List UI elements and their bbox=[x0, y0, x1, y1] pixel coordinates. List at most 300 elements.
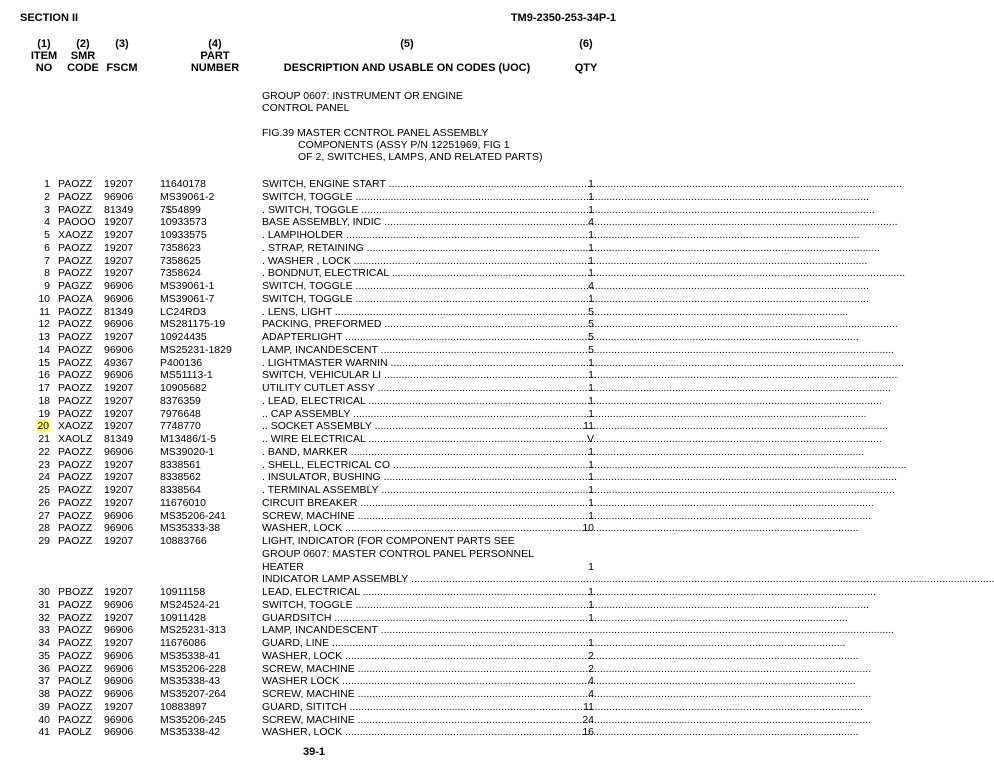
part-number: MS39061-2 bbox=[160, 190, 215, 203]
table-row bbox=[0, 382, 628, 395]
fscm-code: 96906 bbox=[104, 190, 134, 203]
part-number: 7358625 bbox=[160, 254, 201, 267]
fscm-code: 96906 bbox=[104, 509, 134, 522]
description: SCREW, MACHINE ..... bbox=[262, 510, 564, 523]
fscm-code: 19207 bbox=[104, 484, 134, 496]
smr-code: PAOZZ bbox=[58, 624, 93, 637]
smr-code: PAOZZ bbox=[58, 484, 93, 496]
smr-code: PAOZZ bbox=[58, 522, 93, 535]
table-row bbox=[0, 637, 628, 650]
quantity: 4 bbox=[588, 688, 594, 700]
fscm-code: 96906 bbox=[104, 343, 134, 356]
description: GUARDSITCH ..... bbox=[262, 612, 564, 625]
fscm-code: 96906 bbox=[104, 675, 134, 688]
table-row bbox=[0, 204, 628, 217]
fscm-code: 96906 bbox=[104, 445, 134, 458]
part-number: 7976648 bbox=[160, 407, 201, 420]
table-row bbox=[0, 369, 628, 382]
table-row-continuation bbox=[0, 573, 994, 586]
description: WASHER, LOCK ..... bbox=[262, 650, 564, 663]
fscm-code: 19207 bbox=[104, 637, 134, 649]
item-number: 12 bbox=[38, 318, 50, 331]
smr-code: PAOLZ bbox=[58, 675, 92, 688]
description: SCREW, MACHINE ..... bbox=[262, 714, 564, 727]
item-number: 30 bbox=[38, 586, 50, 598]
description: GROUP 0607: MASTER CONTROL PANEL PERSONNEL bbox=[262, 547, 534, 560]
quantity: 1 bbox=[588, 382, 594, 394]
item-number: 32 bbox=[38, 611, 50, 624]
fscm-code: 19207 bbox=[104, 267, 134, 280]
smr-code: PAOZZ bbox=[58, 203, 93, 216]
quantity: 1 bbox=[588, 356, 594, 369]
table-row bbox=[0, 701, 628, 714]
smr-code: PAOZZ bbox=[58, 254, 93, 267]
quantity: 1 bbox=[588, 190, 594, 203]
col-header-qty: (6) QTY bbox=[574, 38, 598, 74]
quantity: 1 bbox=[588, 586, 594, 598]
quantity: 1 bbox=[588, 445, 594, 458]
quantity: 1 bbox=[588, 369, 594, 382]
part-number: MS24524-21 bbox=[160, 598, 221, 611]
table-row bbox=[0, 178, 628, 191]
table-row bbox=[0, 318, 628, 331]
quantity: 1 bbox=[588, 496, 594, 509]
description: . BONDNUT, ELECTRICAL ..... bbox=[262, 267, 564, 280]
part-number: 7358623 bbox=[160, 241, 201, 254]
item-number: 38 bbox=[38, 688, 50, 700]
part-number: 10911158 bbox=[160, 586, 206, 598]
smr-code: PAGZZ bbox=[58, 280, 93, 292]
table-row bbox=[0, 255, 628, 268]
part-number: MS39061-1 bbox=[160, 280, 215, 292]
part-number: MS281175-19 bbox=[160, 318, 226, 331]
item-number: 18 bbox=[38, 394, 50, 407]
fscm-code: 81349 bbox=[104, 203, 134, 216]
part-number: LC24RD3 bbox=[160, 305, 207, 318]
highlighted-item-number: 20 bbox=[37, 420, 49, 433]
item-number: 3 bbox=[44, 203, 50, 216]
smr-code: PAOZZ bbox=[58, 700, 93, 713]
fscm-code: 96906 bbox=[104, 649, 134, 662]
item-number: 24 bbox=[38, 471, 50, 484]
smr-code: PAOZZ bbox=[58, 535, 93, 547]
description: . LAMPIHOLDER ..... bbox=[262, 229, 564, 242]
part-number: 10924435 bbox=[160, 331, 207, 343]
quantity: 1 bbox=[588, 267, 594, 280]
fscm-code: 19207 bbox=[104, 586, 134, 598]
table-row bbox=[0, 510, 628, 523]
part-number: 11640178 bbox=[160, 178, 206, 190]
smr-code: XAOZZ bbox=[58, 420, 94, 433]
fscm-code: 96906 bbox=[104, 598, 134, 611]
quantity: 4 bbox=[588, 216, 594, 229]
fscm-code: 96906 bbox=[104, 318, 134, 331]
description: . SHELL, ELECTRICAL CO ..... bbox=[262, 459, 564, 472]
smr-code: PAOZZ bbox=[58, 598, 93, 611]
col-header-part: (4) PART NUMBER bbox=[190, 38, 240, 74]
item-number: 35 bbox=[38, 649, 50, 662]
table-row bbox=[0, 357, 628, 370]
table-row bbox=[0, 522, 628, 535]
fscm-code: 81349 bbox=[104, 433, 134, 445]
col-header-smr: (2) SMR CODE bbox=[67, 38, 99, 74]
fscm-code: 96906 bbox=[104, 369, 134, 382]
group-title: GROUP 0607: INSTRUMENT OR ENGINE CONTROL PANEL bbox=[262, 90, 463, 114]
description: .. CAP ASSEMBLY ..... bbox=[262, 408, 564, 421]
table-row bbox=[0, 599, 628, 612]
fscm-code: 96906 bbox=[104, 688, 134, 700]
smr-code: PAOZZ bbox=[58, 178, 93, 190]
item-number: 33 bbox=[38, 624, 50, 637]
fscm-code: 19207 bbox=[104, 394, 134, 407]
description: . BAND, MARKER ..... bbox=[262, 446, 564, 459]
page-number: 39-1 bbox=[302, 746, 326, 758]
part-number: MS35206-245 bbox=[160, 713, 226, 726]
description: . STRAP, RETAINING ..... bbox=[262, 242, 564, 255]
item-number: 31 bbox=[38, 598, 50, 611]
quantity: 1 bbox=[588, 471, 594, 484]
item-number: 15 bbox=[38, 356, 50, 369]
description: ADAPTERLIGHT ..... bbox=[262, 331, 564, 344]
smr-code: PAOZZ bbox=[58, 241, 93, 254]
smr-code: PAOZZ bbox=[58, 356, 93, 369]
description: SWITCH, TOGGLE ..... bbox=[262, 191, 564, 204]
description: WASHER LOCK ..... bbox=[262, 675, 564, 688]
description: SWITCH, VEHICULAR LI ..... bbox=[262, 369, 564, 382]
item-number: 23 bbox=[38, 458, 50, 471]
description: . INSULATOR, BUSHING ..... bbox=[262, 471, 564, 484]
quantity: 2 bbox=[588, 662, 594, 675]
table-row bbox=[0, 293, 628, 306]
description: CIRCUIT BREAKER ..... bbox=[262, 497, 564, 510]
description: SCREW, MACHINE ..... bbox=[262, 688, 564, 701]
description: SCREW, MACHINE ..... bbox=[262, 663, 564, 676]
description: .. SOCKET ASSEMBLY ..... bbox=[262, 420, 564, 433]
description: INDICATOR LAMP ASSEMBLY ........................................................................................................................................................................................................ bbox=[262, 573, 994, 586]
part-number: MS35207-264 bbox=[160, 688, 226, 700]
smr-code: PAOZZ bbox=[58, 509, 93, 522]
description: PACKING, PREFORMED ..... bbox=[262, 318, 564, 331]
quantity: 1 bbox=[588, 560, 594, 573]
quantity: 1 bbox=[588, 509, 594, 522]
quantity: 4 bbox=[588, 280, 594, 292]
description: . LIGHTMASTER WARNIN ..... bbox=[262, 357, 564, 370]
fscm-code: 19207 bbox=[104, 535, 134, 547]
smr-code: PAOZZ bbox=[58, 713, 93, 726]
col-header-item: (1) ITEM NO bbox=[30, 38, 58, 74]
quantity: 1 bbox=[588, 458, 594, 471]
smr-code: PAOZZ bbox=[58, 445, 93, 458]
item-number: 8 bbox=[44, 267, 50, 280]
part-number: MS25231-313 bbox=[160, 624, 226, 637]
description: WASHER, LOCK ..... bbox=[262, 726, 564, 739]
fscm-code: 19207 bbox=[104, 458, 134, 471]
part-number: 10933573 bbox=[160, 216, 207, 229]
fscm-code: 19207 bbox=[104, 471, 134, 484]
section-label: SECTION II bbox=[20, 12, 79, 24]
item-number: 10 bbox=[38, 292, 50, 305]
table-row bbox=[0, 663, 628, 676]
parts-list bbox=[0, 178, 994, 739]
description: SWITCH, TOGGLE ..... bbox=[262, 293, 564, 306]
quantity: 1 bbox=[588, 178, 594, 190]
part-number: 7358624 bbox=[160, 267, 201, 280]
part-number: MS35206-241 bbox=[160, 509, 226, 522]
smr-code: PAOZZ bbox=[58, 190, 93, 203]
part-number: P400136 bbox=[160, 356, 203, 369]
smr-code: PAOZZ bbox=[58, 343, 93, 356]
table-row bbox=[0, 675, 628, 688]
part-number: 8338562 bbox=[160, 471, 201, 484]
item-number: 34 bbox=[38, 637, 50, 649]
quantity: 1 bbox=[588, 229, 594, 241]
item-number: 16 bbox=[38, 369, 50, 382]
part-number: 8376359 bbox=[160, 394, 201, 407]
table-row bbox=[0, 459, 628, 472]
fscm-code: 19207 bbox=[104, 407, 134, 420]
part-number: 8338564 bbox=[160, 484, 201, 496]
quantity: 11 bbox=[583, 420, 594, 433]
item-number: 2 bbox=[44, 190, 50, 203]
quantity: 5 bbox=[588, 305, 594, 318]
table-row bbox=[0, 650, 628, 663]
fscm-code: 19207 bbox=[104, 229, 134, 241]
fscm-code: 19207 bbox=[104, 420, 134, 433]
part-number: MS35338-42 bbox=[160, 726, 221, 739]
item-number: 29 bbox=[38, 535, 50, 547]
table-row bbox=[0, 344, 628, 357]
quantity: 1 bbox=[588, 611, 594, 624]
part-number: MS35338-43 bbox=[160, 675, 221, 688]
smr-code: XAOLZ bbox=[58, 433, 93, 445]
smr-code: PAOZZ bbox=[58, 407, 93, 420]
table-row bbox=[0, 471, 628, 484]
part-number: MS25231-1829 bbox=[160, 343, 232, 356]
table-row-continuation bbox=[0, 561, 628, 574]
table-row bbox=[0, 586, 628, 599]
fscm-code: 19207 bbox=[104, 611, 134, 624]
description: LAMP, INCANDESCENT ..... bbox=[262, 624, 564, 637]
fscm-code: 49367 bbox=[104, 356, 134, 369]
table-row bbox=[0, 726, 628, 739]
smr-code: PAOZZ bbox=[58, 471, 93, 484]
smr-code: PAOZZ bbox=[58, 382, 93, 394]
table-row-continuation bbox=[0, 548, 628, 561]
table-row bbox=[0, 216, 628, 229]
item-number: 28 bbox=[38, 522, 50, 535]
description: . SWITCH, TOGGLE ..... bbox=[262, 204, 564, 217]
smr-code: PAOZZ bbox=[58, 458, 93, 471]
smr-code: PAOZZ bbox=[58, 331, 93, 343]
part-number: MS35206-228 bbox=[160, 662, 226, 675]
item-number: 11 bbox=[39, 305, 50, 318]
description: LAMP, INCANDESCENT ..... bbox=[262, 344, 564, 357]
part-number: M13486/1-5 bbox=[160, 433, 217, 445]
table-row bbox=[0, 395, 628, 408]
item-number: 5 bbox=[44, 229, 50, 241]
table-row bbox=[0, 497, 628, 510]
description: HEATER bbox=[262, 560, 304, 573]
item-number: 36 bbox=[38, 662, 50, 675]
quantity: 5 bbox=[588, 343, 594, 356]
table-row bbox=[0, 612, 628, 625]
smr-code: PAOZZ bbox=[58, 637, 93, 649]
quantity: 4 bbox=[588, 675, 594, 688]
smr-code: PAOZZ bbox=[58, 305, 93, 318]
part-number: MS39020-1 bbox=[160, 445, 215, 458]
fscm-code: 96906 bbox=[104, 522, 134, 535]
col-header-description: (5) DESCRIPTION AND USABLE ON CODES (UOC) bbox=[283, 38, 531, 74]
part-number: 10933575 bbox=[160, 229, 207, 241]
table-row bbox=[0, 306, 628, 319]
table-row bbox=[0, 433, 628, 446]
item-number: 40 bbox=[38, 713, 50, 726]
quantity: 1 bbox=[588, 598, 594, 611]
part-number: 8338561 bbox=[160, 458, 201, 471]
description: . WASHER , LOCK ..... bbox=[262, 255, 564, 268]
smr-code: PBOZZ bbox=[58, 586, 94, 598]
description: . LENS, LIGHT ..... bbox=[262, 306, 564, 319]
quantity: 16 bbox=[582, 726, 594, 739]
part-number: 10883766 bbox=[160, 535, 207, 547]
quantity: 10 bbox=[582, 522, 594, 535]
figure-title: FIG.39 MASTER CCNTROL PANEL ASSEMBLY COMPONENTS (ASSY P/N 12251969, FIG 1 OF 2, SWITCHES, LAMPS, AND RELATED PARTS) bbox=[262, 127, 543, 163]
description: GUARD, LINE ..... bbox=[262, 637, 564, 650]
quantity: 5 bbox=[588, 318, 594, 331]
col-header-fscm: (3) FSCM bbox=[106, 38, 138, 74]
table-row bbox=[0, 229, 628, 242]
part-number: MS35338-41 bbox=[160, 649, 221, 662]
quantity: 1 bbox=[588, 394, 594, 407]
fscm-code: 96906 bbox=[104, 280, 134, 292]
item-number: 21 bbox=[38, 433, 50, 445]
fscm-code: 19207 bbox=[104, 178, 134, 190]
item-number: 1 bbox=[44, 178, 50, 190]
description: LIGHT, INDICATOR (FOR COMPONENT PARTS SEE bbox=[262, 535, 515, 547]
table-row bbox=[0, 688, 628, 701]
item-number: 37 bbox=[38, 675, 50, 688]
table-row bbox=[0, 408, 628, 421]
fscm-code: 96906 bbox=[104, 726, 134, 739]
smr-code: PAOZZ bbox=[58, 369, 93, 382]
quantity: 2 bbox=[588, 649, 594, 662]
table-row bbox=[0, 280, 628, 293]
smr-code: PAOZZ bbox=[58, 688, 93, 700]
table-row bbox=[0, 331, 628, 344]
item-number: 27 bbox=[38, 509, 50, 522]
quantity: 1 bbox=[588, 254, 594, 267]
quantity: 1 bbox=[588, 292, 594, 305]
table-row bbox=[0, 242, 628, 255]
item-number: 22 bbox=[38, 445, 50, 458]
description: . TERMINAL ASSEMBLY ..... bbox=[262, 484, 564, 497]
item-number: 17 bbox=[38, 382, 50, 394]
part-number: 10905682 bbox=[160, 382, 207, 394]
item-number bbox=[24, 420, 50, 433]
fscm-code: 96906 bbox=[104, 292, 134, 305]
fscm-code: 19207 bbox=[104, 382, 134, 394]
doc-number: TM9-2350-253-34P-1 bbox=[510, 12, 616, 24]
fscm-code: 96906 bbox=[104, 713, 134, 726]
table-row bbox=[0, 714, 628, 727]
fscm-code: 19207 bbox=[104, 700, 134, 713]
quantity: 1 bbox=[588, 484, 594, 496]
item-number: 6 bbox=[44, 241, 50, 254]
fscm-code: 19207 bbox=[104, 331, 134, 343]
part-number: 7$54899 bbox=[160, 203, 201, 216]
description: BASE ASSEMBLY, INDIC ..... bbox=[262, 216, 564, 229]
quantity: 1 bbox=[588, 407, 594, 420]
smr-code: PAOZZ bbox=[58, 496, 93, 509]
smr-code: PAOZZ bbox=[58, 662, 93, 675]
description: LEAD, ELECTRICAL ..... bbox=[262, 586, 564, 599]
item-number: 26 bbox=[38, 496, 50, 509]
fscm-code: 19207 bbox=[104, 216, 134, 229]
fscm-code: 81349 bbox=[104, 305, 134, 318]
quantity: 1 bbox=[588, 241, 594, 254]
part-number: 7748770 bbox=[160, 420, 201, 433]
quantity: 1 bbox=[588, 203, 594, 216]
description: . LEAD, ELECTRICAL ..... bbox=[262, 395, 564, 408]
item-number: 39 bbox=[38, 700, 50, 713]
table-row bbox=[0, 420, 628, 433]
description: SWITCH, ENGINE START ..... bbox=[262, 178, 564, 191]
item-number: 19 bbox=[38, 407, 50, 420]
smr-code: PAOZZ bbox=[58, 611, 93, 624]
part-number: MS35333-38 bbox=[160, 522, 221, 535]
smr-code: PAOZZ bbox=[58, 649, 93, 662]
description: GUARD, SITITCH ..... bbox=[262, 701, 564, 714]
description: SWITCH, TOGGLE ..... bbox=[262, 599, 564, 612]
quantity: 24 bbox=[582, 713, 594, 726]
smr-code: PAOZZ bbox=[58, 394, 93, 407]
item-number: 4 bbox=[44, 216, 50, 229]
table-row bbox=[0, 484, 628, 497]
quantity: 11 bbox=[583, 700, 594, 713]
table-row bbox=[0, 267, 628, 280]
quantity: 1 bbox=[588, 637, 594, 649]
description: WASHER, LOCK ..... bbox=[262, 522, 564, 535]
fscm-code: 19207 bbox=[104, 241, 134, 254]
item-number: 9 bbox=[44, 280, 50, 292]
fscm-code: 19207 bbox=[104, 496, 134, 509]
part-number: MS39061-7 bbox=[160, 292, 215, 305]
smr-code: PAOOO bbox=[58, 216, 96, 229]
part-number: 10883897 bbox=[160, 700, 207, 713]
smr-code: PAOZZ bbox=[58, 318, 93, 331]
item-number: 25 bbox=[38, 484, 50, 496]
part-number: 11676086 bbox=[160, 637, 206, 649]
item-number: 41 bbox=[38, 726, 50, 739]
table-row bbox=[0, 624, 628, 637]
item-number: 14 bbox=[38, 343, 50, 356]
table-row bbox=[0, 446, 628, 459]
smr-code: XAOZZ bbox=[58, 229, 94, 241]
quantity: V bbox=[586, 433, 594, 445]
part-number: MS51113-1 bbox=[160, 369, 213, 382]
part-number: 10911428 bbox=[160, 611, 206, 624]
description: UTILITY CUTLET ASSY ..... bbox=[262, 382, 564, 395]
table-row bbox=[0, 535, 628, 548]
fscm-code: 96906 bbox=[104, 624, 134, 637]
smr-code: PAOZA bbox=[58, 292, 93, 305]
quantity: 5 bbox=[588, 331, 594, 343]
fscm-code: 96906 bbox=[104, 662, 134, 675]
fscm-code: 19207 bbox=[104, 254, 134, 267]
smr-code: PAOZZ bbox=[58, 267, 93, 280]
description: .. WIRE ELECTRICAL ..... bbox=[262, 433, 564, 446]
description: SWITCH, TOGGLE ..... bbox=[262, 280, 564, 293]
